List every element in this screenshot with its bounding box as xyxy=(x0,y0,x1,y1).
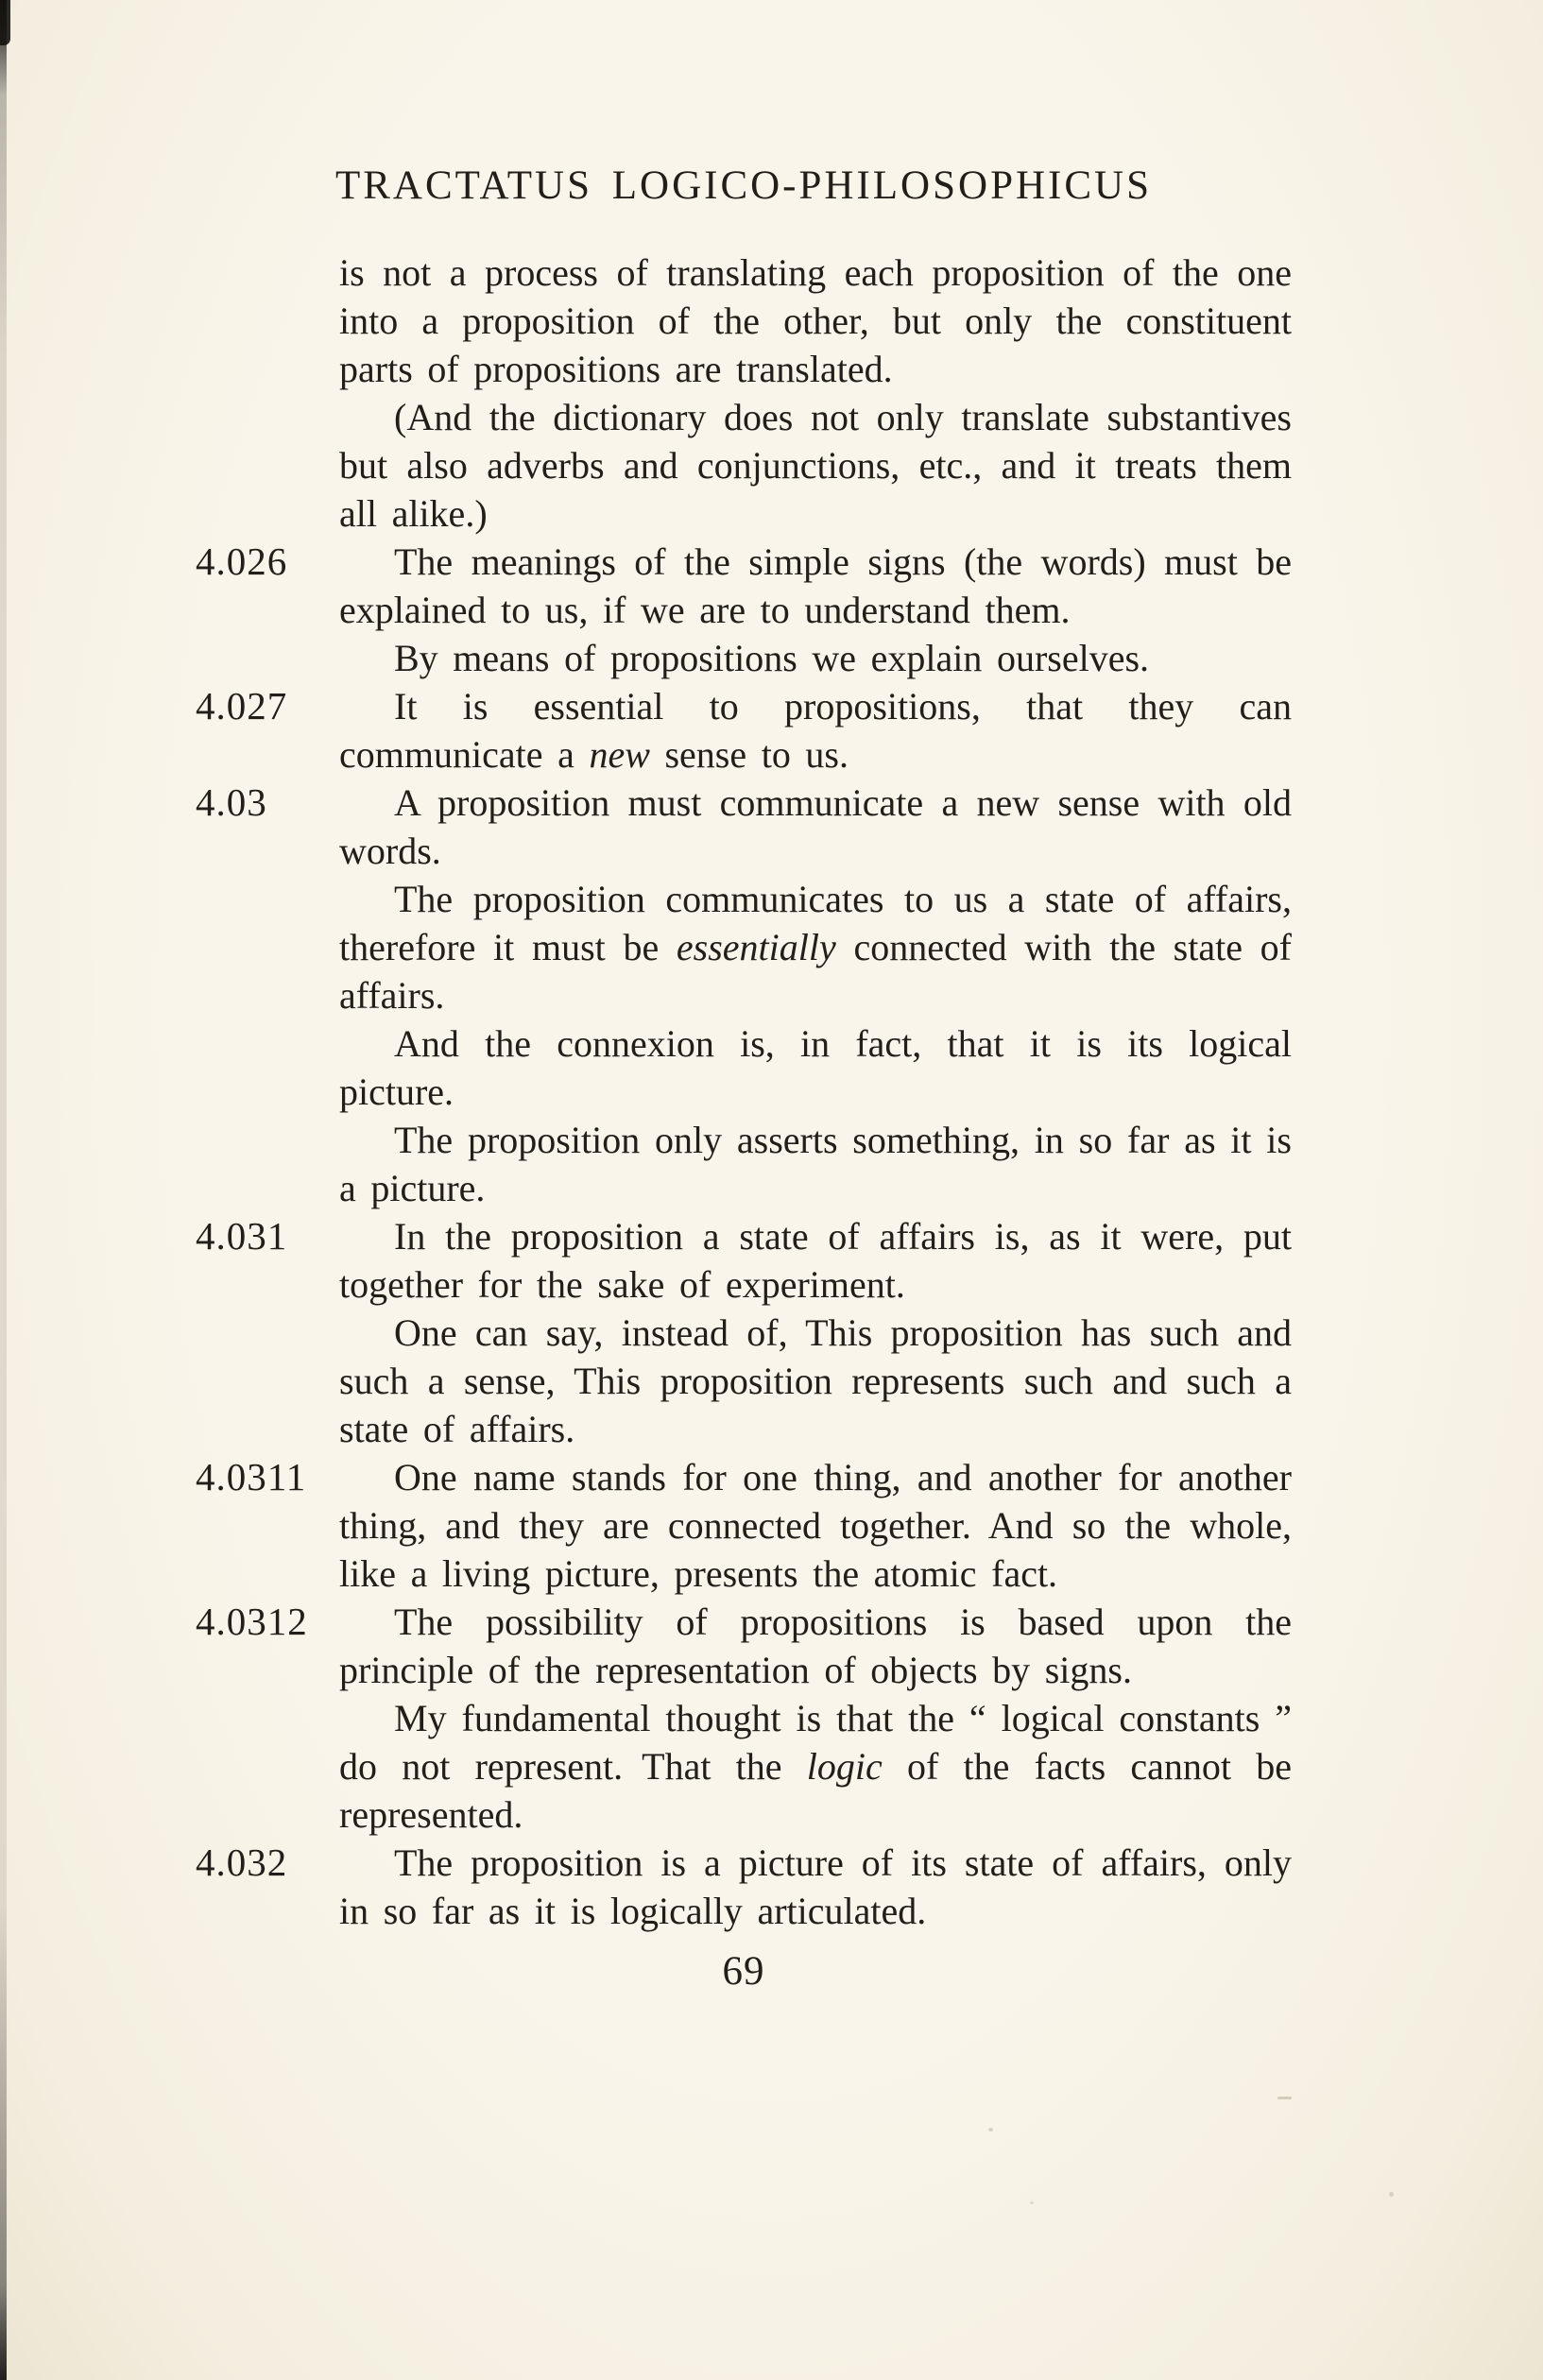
text-run: (And the dictionary does not only translate substantives but also adverbs and conjunctions, etc., and it treats them all alike.) xyxy=(339,396,1292,535)
emphasis-text: essentially xyxy=(676,926,836,968)
section-number: 4.031 xyxy=(196,1214,288,1258)
text-run: of the facts cannot be represented. xyxy=(339,1745,1293,1836)
page-content xyxy=(196,163,1292,1995)
section xyxy=(196,1598,1292,1839)
section-number: 4.0312 xyxy=(196,1600,308,1643)
scan-corner-mark xyxy=(0,0,10,45)
paragraph xyxy=(339,538,1292,634)
paragraph xyxy=(339,1019,1292,1116)
text-run: In the proposition a state of affairs is, as it were, put together for the sake of experiment. xyxy=(339,1215,1292,1306)
paragraph xyxy=(339,1309,1292,1453)
scan-speckle xyxy=(988,2128,993,2132)
scan-speckle xyxy=(1389,2192,1394,2197)
paragraph xyxy=(339,875,1292,1019)
section xyxy=(196,682,1292,779)
scan-edge-shadow xyxy=(0,0,7,2380)
paragraph xyxy=(339,248,1292,393)
paragraph xyxy=(339,1839,1292,1935)
section-number: 4.03 xyxy=(196,780,267,824)
entries xyxy=(196,248,1292,1935)
text-run: sense to us. xyxy=(649,733,849,776)
text-run: A proposition must communicate a new sense with old words. xyxy=(339,781,1292,872)
section xyxy=(196,1212,1292,1453)
text-run: connected with the state of affairs. xyxy=(339,926,1292,1017)
paragraph xyxy=(339,1453,1292,1598)
text-run: One name stands for one thing, and another for another thing, and they are connected together. And so the whole, like a living picture, presents the atomic fact. xyxy=(339,1456,1292,1595)
paragraph xyxy=(339,779,1292,875)
text-run: By means of propositions we explain ourselves. xyxy=(394,637,1150,679)
paragraph xyxy=(339,1116,1292,1212)
section-number: 4.0311 xyxy=(196,1455,307,1498)
text-run: One can say, instead of, This proposition has such and such a sense, This proposition represents such and such a state of affairs. xyxy=(339,1311,1292,1450)
text-run: My fundamental thought is that the “ logical constants ” do not represent. That the xyxy=(339,1697,1292,1788)
section-number: 4.027 xyxy=(196,684,288,728)
emphasis-text: new xyxy=(589,733,650,776)
section xyxy=(196,1839,1292,1935)
text-run: The possibility of propositions is based upon the principle of the representation of objects by signs. xyxy=(339,1601,1292,1691)
paragraph xyxy=(339,393,1292,538)
paragraph xyxy=(339,1212,1292,1309)
scan-speckle xyxy=(1030,2201,1034,2204)
scan-speckle xyxy=(1277,2097,1292,2099)
section-number: 4.026 xyxy=(196,539,288,583)
section xyxy=(196,779,1292,1212)
paragraph xyxy=(339,682,1292,779)
section xyxy=(196,248,1292,538)
section xyxy=(196,538,1292,682)
paragraph xyxy=(339,634,1292,682)
text-run: The meanings of the simple signs (the words) must be explained to us, if we are to understand them. xyxy=(339,540,1292,631)
paragraph xyxy=(339,1598,1292,1694)
text-run: is not a process of translating each proposition of the one into a proposition of the other, but only the constituent parts of propositions are translated. xyxy=(339,251,1292,390)
text-run: The proposition is a picture of its state of affairs, only in so far as it is logically articulated. xyxy=(339,1841,1292,1932)
paragraph xyxy=(339,1694,1292,1839)
text-run: And the connexion is, in fact, that it is its logical picture. xyxy=(339,1022,1292,1113)
text-run: It is essential to propositions, that they can communicate a xyxy=(339,685,1292,776)
emphasis-text: logic xyxy=(806,1745,883,1788)
running-head-title: TRACTATUS LOGICO-PHILOSOPHICUS xyxy=(334,163,1153,208)
section xyxy=(196,1453,1292,1598)
page-number: 69 xyxy=(722,1949,765,1994)
text-run: The proposition only asserts something, in so far as it is a picture. xyxy=(339,1119,1292,1209)
text-run: The proposition communicates to us a state of affairs, therefore it must be xyxy=(339,878,1292,968)
section-number: 4.032 xyxy=(196,1841,288,1884)
